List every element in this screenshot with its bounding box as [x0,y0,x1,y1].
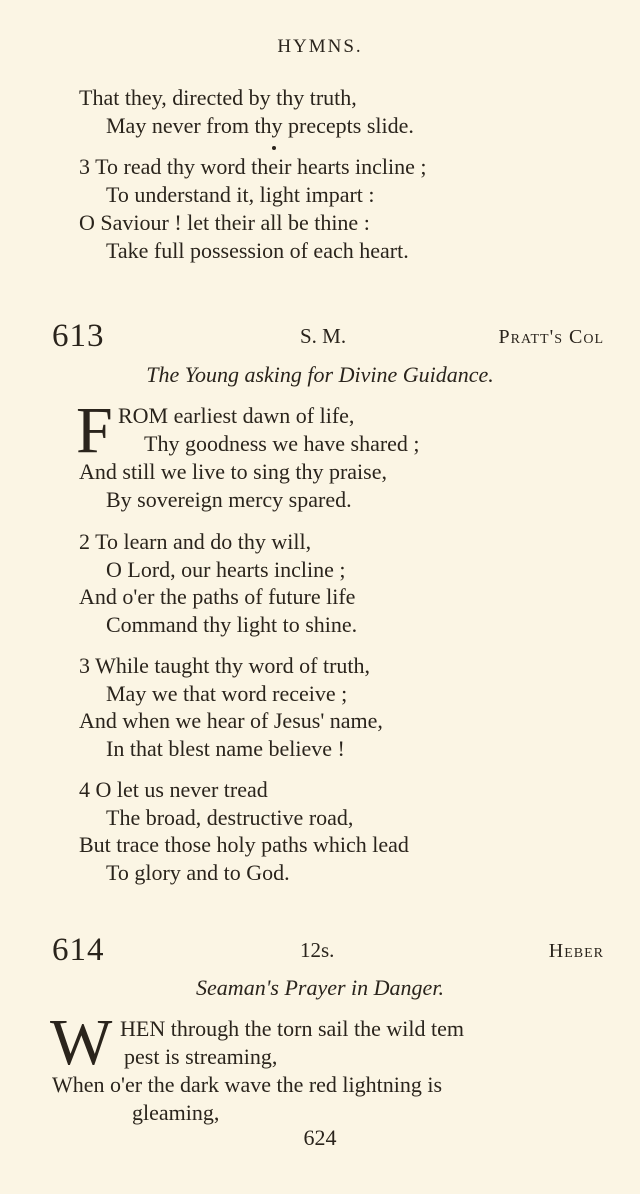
verse-line: And still we live to sing thy praise, [79,459,387,484]
verse-line: To understand it, light impart : [106,182,375,207]
hymn-title: The Young asking for Divine Guidance. [146,362,494,387]
verse-line: 3 While taught thy word of truth, [79,653,371,678]
hymn-title: Seaman's Prayer in Danger. [196,975,444,1000]
verse-line: gleaming, [132,1100,220,1125]
verse-line: In that blest name believe ! [106,736,345,761]
hymn-meter: 12s. [300,938,335,962]
verse-line: By sovereign mercy spared. [106,487,352,512]
verse-line: When o'er the dark wave the red lightning is [52,1072,443,1097]
hymn-meter: S. M. [300,324,347,348]
hymn-number: 613 [52,318,105,354]
verse-line: And when we hear of Jesus' name, [79,708,383,733]
verse-line: Take full possession of each heart. [106,238,409,263]
running-header: HYMNS. [277,36,363,57]
print-speck [272,146,276,150]
verse-line: May never from thy precepts slide. [106,113,414,138]
verse-line: And o'er the paths of future life [79,584,356,609]
verse-line: 4 O let us never tread [79,777,268,802]
hymn-number: 614 [52,932,105,968]
verse-line: HEN through the torn sail the wild tem [120,1016,464,1041]
page-number: 624 [303,1125,337,1150]
verse-line: To glory and to God. [106,860,290,885]
hymn-613-heading [0,318,640,354]
verse-line: Command thy light to shine. [106,612,358,637]
verse-line: 3 To read thy word their hearts incline ; [79,154,427,179]
hymn-tune: Heber [548,940,604,962]
verse-line: O Lord, our hearts incline ; [106,557,346,582]
hymn-614-heading [0,932,640,968]
verse-line: May we that word receive ; [106,681,348,706]
verse-line: 2 To learn and do thy will, [79,529,312,554]
verse-line: That they, directed by thy truth, [79,85,357,110]
verse-line: O Saviour ! let their all be thine : [79,210,370,235]
verse-line: Thy goodness we have shared ; [144,431,420,456]
verse-line: pest is streaming, [124,1044,278,1069]
hymn-tune: Pratt's Col [498,326,604,348]
drop-cap: F [76,394,113,467]
verse-line: But trace those holy paths which lead [79,832,409,857]
verse-line: The broad, destructive road, [106,805,354,830]
drop-cap: W [50,1006,113,1079]
verse-line: ROM earliest dawn of life, [118,403,355,428]
